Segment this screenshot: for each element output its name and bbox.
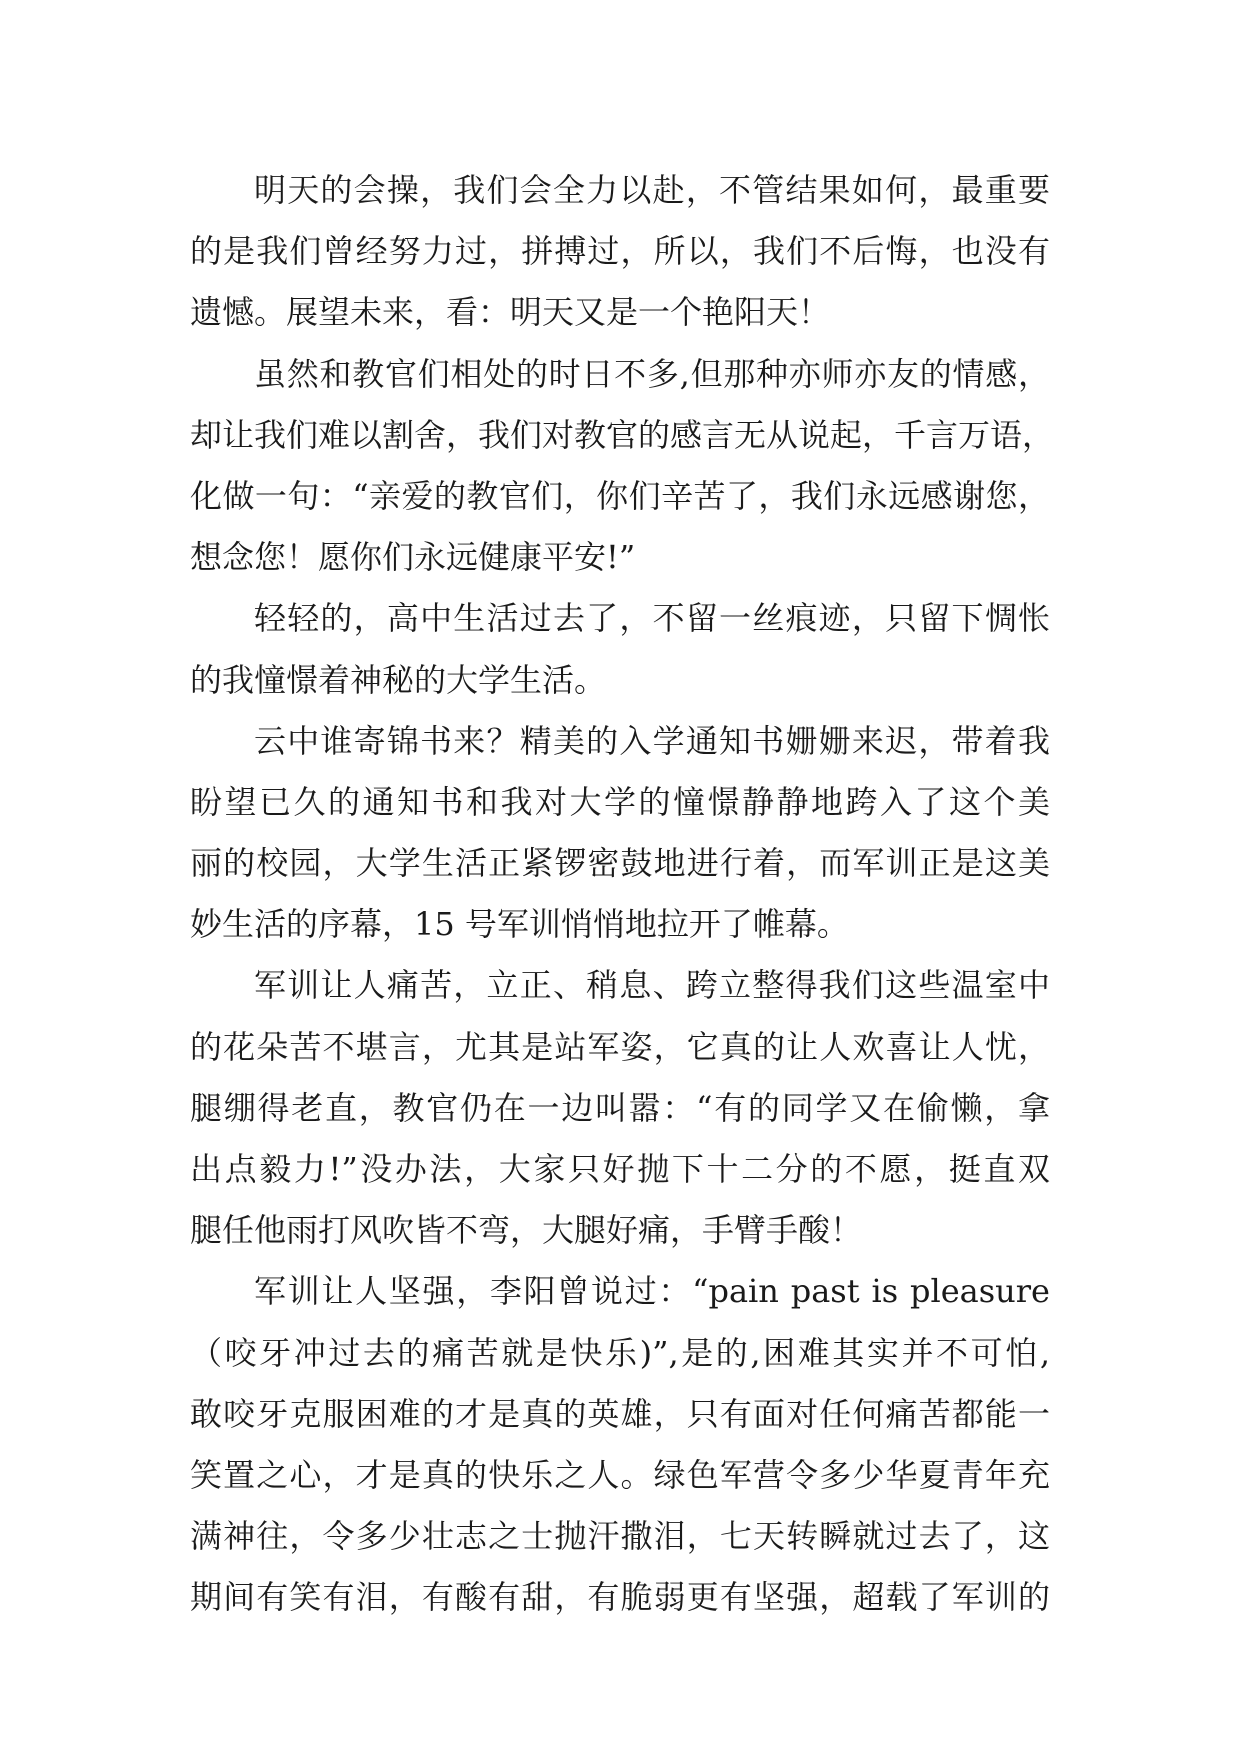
text-line: 军训让人痛苦，立正、稍息、跨立整得我们这些温室中 <box>254 966 1050 1005</box>
text-line: 想念您！愿你们永远健康平安!” <box>190 538 636 577</box>
text-line: （咬牙冲过去的痛苦就是快乐)”,是的,困难其实并不可怕, <box>190 1333 1050 1372</box>
text-line: 却让我们难以割舍，我们对教官的感言无从说起，千言万语， <box>190 415 1055 454</box>
text-line: 虽然和教官们相处的时日不多,但那种亦师亦友的情感， <box>254 354 1050 393</box>
text-line: 云中谁寄锦书来？精美的入学通知书姗姗来迟，带着我 <box>254 721 1050 760</box>
text-line: 出点毅力!”没办法，大家只好抛下十二分的不愿，挺直双 <box>190 1150 1050 1188</box>
paragraph-1 <box>190 160 1050 344</box>
document-body <box>190 160 1055 1629</box>
text-line: 腿任他雨打风吹皆不弯，大腿好痛，手臂手酸！ <box>190 1211 863 1250</box>
text-line: 军训让人坚强，李阳曾说过：“pain past is pleasure <box>254 1272 1050 1311</box>
text-line: 笑置之心，才是真的快乐之人。绿色军营令多少华夏青年充 <box>190 1455 1050 1494</box>
text-line: 的我憧憬着神秘的大学生活。 <box>190 660 607 699</box>
text-line: 妙生活的序幕，15 号军训悄悄地拉开了帷幕。 <box>190 905 849 944</box>
text-line: 化做一句：“亲爱的教官们，你们辛苦了，我们永远感谢您， <box>190 476 1050 515</box>
text-line: 遗憾。展望未来，看：明天又是一个艳阳天！ <box>190 293 831 332</box>
paragraph-4 <box>190 711 1050 956</box>
paragraph-3 <box>190 588 1050 710</box>
paragraph-6 <box>190 1261 1050 1628</box>
text-line: 敢咬牙克服困难的才是真的英雄，只有面对任何痛苦都能一 <box>190 1394 1050 1433</box>
text-line: 轻轻的，高中生活过去了，不留一丝痕迹，只留下惆怅 <box>254 599 1050 638</box>
paragraph-5 <box>190 955 1050 1261</box>
text-line: 的是我们曾经努力过，拼搏过，所以，我们不后悔，也没有 <box>190 232 1050 271</box>
text-line: 盼望已久的通知书和我对大学的憧憬静静地跨入了这个美 <box>190 782 1050 821</box>
text-line: 的花朵苦不堪言，尤其是站军姿，它真的让人欢喜让人忧， <box>190 1027 1050 1066</box>
text-line: 腿绷得老直，教官仍在一边叫嚣：“有的同学又在偷懒，拿 <box>190 1088 1050 1127</box>
paragraph-2 <box>190 344 1055 589</box>
text-line: 期间有笑有泪，有酸有甜，有脆弱更有坚强，超载了军训的 <box>190 1578 1050 1617</box>
text-line: 满神往，令多少壮志之士抛汗撒泪，七天转瞬就过去了，这 <box>190 1517 1050 1556</box>
text-line: 明天的会操，我们会全力以赴，不管结果如何，最重要 <box>254 171 1050 209</box>
text-line: 丽的校园，大学生活正紧锣密鼓地进行着，而军训正是这美 <box>190 844 1050 883</box>
